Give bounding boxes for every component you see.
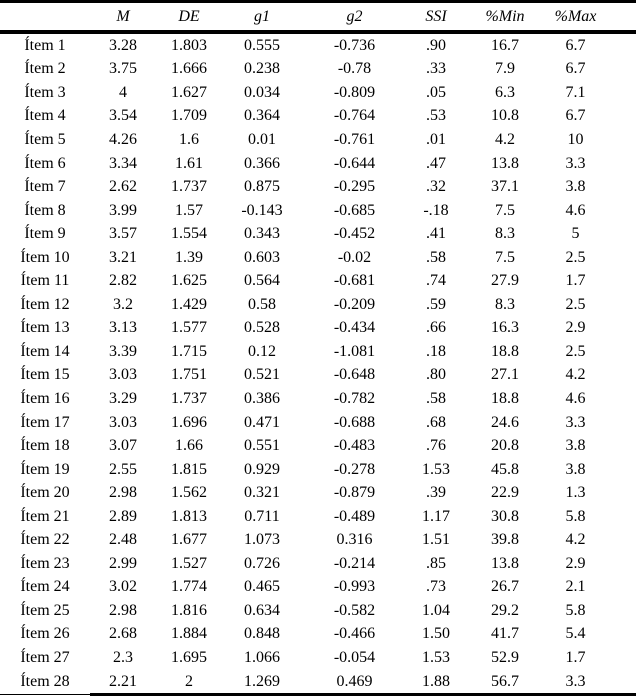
- cell: 0.366: [244, 154, 280, 172]
- row-label: Ítem 9: [24, 225, 66, 243]
- cell: 56.7: [465, 670, 545, 695]
- cell: 3.03: [109, 413, 137, 431]
- cell: 0.321: [244, 484, 280, 502]
- cell: 0.58: [248, 295, 276, 313]
- cell: -0.209: [333, 295, 376, 313]
- cell: 1.066: [244, 648, 280, 666]
- table-row: [0, 599, 636, 623]
- cell: 2.3: [113, 648, 133, 666]
- cell: 0.471: [244, 413, 280, 431]
- cell: 1.51: [422, 531, 450, 549]
- table-row: [0, 364, 636, 388]
- cell: 5: [571, 225, 580, 243]
- cell: .05: [426, 83, 446, 101]
- cell: 1.53: [422, 648, 450, 666]
- cell: 0.848: [244, 625, 280, 643]
- table-row: [0, 434, 636, 458]
- row-label: Ítem 28: [0, 670, 90, 695]
- cell: 3.3: [565, 154, 586, 172]
- header-row: [0, 2, 636, 33]
- cell: 2.9: [565, 319, 586, 337]
- row-label: Ítem 8: [24, 201, 66, 219]
- row-label: Ítem 2: [24, 60, 66, 78]
- cell: 0.564: [244, 272, 280, 290]
- cell: 1.737: [171, 178, 207, 196]
- cell: 1.577: [171, 319, 207, 337]
- cell: -0.452: [333, 225, 376, 243]
- cell: 29.2: [491, 601, 519, 619]
- cell: 24.6: [491, 413, 519, 431]
- cell: 3.13: [109, 319, 137, 337]
- cell: 1.816: [171, 601, 207, 619]
- table-row: [0, 222, 636, 246]
- table-row: [0, 317, 636, 341]
- cell: -0.483: [333, 437, 376, 455]
- cell: 0.711: [244, 507, 280, 525]
- cell: 52.9: [491, 648, 519, 666]
- row-label: Ítem 14: [20, 342, 70, 360]
- cell: 18.8: [491, 342, 519, 360]
- cell: 1.884: [171, 625, 207, 643]
- cell: 1.3: [565, 484, 586, 502]
- cell: 30.8: [491, 507, 519, 525]
- cell: 1.04: [422, 601, 450, 619]
- cell: 1.7: [565, 272, 586, 290]
- table-row: [0, 340, 636, 364]
- cell: 3.3: [565, 413, 586, 431]
- cell: 7.5: [495, 201, 515, 219]
- cell: 1.666: [171, 60, 207, 78]
- cell: 7.1: [565, 83, 586, 101]
- cell: 3.02: [109, 578, 137, 596]
- table-row: [0, 411, 636, 435]
- cell: 0.521: [244, 366, 280, 384]
- cell: 5.8: [565, 601, 586, 619]
- cell: .74: [426, 272, 446, 290]
- header-mean: M: [90, 2, 156, 33]
- cell: 6.7: [565, 60, 586, 78]
- cell: -0.993: [333, 578, 376, 596]
- table-row: [0, 128, 636, 152]
- table-row: [0, 293, 636, 317]
- cell: 2.5: [565, 342, 586, 360]
- cell: 5.4: [565, 625, 586, 643]
- table-row: [0, 458, 636, 482]
- cell: 20.8: [491, 437, 519, 455]
- table-row: [0, 552, 636, 576]
- cell: 3.54: [109, 107, 137, 125]
- cell: 1.17: [422, 507, 450, 525]
- cell: 0.726: [244, 554, 280, 572]
- cell: -.18: [423, 201, 449, 219]
- cell: 1.695: [171, 648, 207, 666]
- cell: 1.737: [171, 389, 207, 407]
- cell: 6.7: [565, 107, 586, 125]
- cell: 16.3: [491, 319, 519, 337]
- cell: 1.625: [171, 272, 207, 290]
- cell: 2.1: [565, 578, 586, 596]
- cell: 0.343: [244, 225, 280, 243]
- cell: -0.295: [333, 178, 376, 196]
- cell: -0.782: [333, 389, 376, 407]
- cell: 2.68: [109, 625, 137, 643]
- cell: -0.764: [333, 107, 376, 125]
- cell: .59: [426, 295, 446, 313]
- cell: 1.39: [175, 248, 203, 266]
- cell: 1.815: [171, 460, 207, 478]
- cell: 4.6: [565, 389, 586, 407]
- header-kurtosis: g2: [302, 2, 407, 33]
- row-label: Ítem 20: [20, 484, 70, 502]
- header-skewness: g1: [222, 2, 302, 33]
- cell: -0.582: [333, 601, 376, 619]
- cell: 1.61: [175, 154, 203, 172]
- cell: .76: [426, 437, 446, 455]
- cell: 1.803: [171, 36, 207, 54]
- row-label: Ítem 15: [20, 366, 70, 384]
- row-label: Ítem 23: [20, 554, 70, 572]
- cell: 0.01: [248, 130, 276, 148]
- cell: -0.434: [333, 319, 376, 337]
- row-label: Ítem 17: [20, 413, 70, 431]
- cell: 0.034: [244, 83, 280, 101]
- cell: 0.875: [244, 178, 280, 196]
- cell: .58: [426, 389, 446, 407]
- table-row: [0, 105, 636, 129]
- cell: 1.269: [222, 670, 302, 695]
- cell: 2: [156, 670, 222, 695]
- cell: 10.8: [491, 107, 519, 125]
- cell: 27.1: [491, 366, 519, 384]
- row-label: Ítem 27: [20, 648, 70, 666]
- cell: .85: [426, 554, 446, 572]
- cell: 8.3: [495, 295, 515, 313]
- cell: 1.7: [565, 648, 586, 666]
- cell: -0.054: [333, 648, 376, 666]
- cell: .01: [426, 130, 446, 148]
- table-header: [0, 2, 636, 33]
- cell: 7.5: [495, 248, 515, 266]
- cell: 1.696: [171, 413, 207, 431]
- cell: 0.465: [244, 578, 280, 596]
- cell: .68: [426, 413, 446, 431]
- cell: 1.429: [171, 295, 207, 313]
- cell: 3.75: [109, 60, 137, 78]
- header-pct-max: %Max: [545, 2, 636, 33]
- cell: 0.603: [244, 248, 280, 266]
- cell: 3.03: [109, 366, 137, 384]
- cell: -0.688: [333, 413, 376, 431]
- cell: 3.2: [113, 295, 133, 313]
- cell: .66: [426, 319, 446, 337]
- cell: -0.78: [337, 60, 372, 78]
- cell: 2.99: [109, 554, 137, 572]
- cell: 8.3: [495, 225, 515, 243]
- cell: 0.316: [336, 531, 373, 549]
- cell: 1.709: [171, 107, 207, 125]
- table-row: [0, 32, 636, 58]
- cell: 3.8: [565, 460, 586, 478]
- cell: 0.551: [244, 437, 280, 455]
- cell: 3.07: [109, 437, 137, 455]
- cell: .58: [426, 248, 446, 266]
- table-row: [0, 646, 636, 670]
- cell: 1.677: [171, 531, 207, 549]
- cell: -0.02: [337, 248, 372, 266]
- cell: 3.8: [565, 178, 586, 196]
- cell: 5.8: [565, 507, 586, 525]
- cell: -0.761: [333, 130, 376, 148]
- table-row: [0, 528, 636, 552]
- cell: 0.238: [244, 60, 280, 78]
- cell: 4.2: [565, 366, 586, 384]
- cell: -0.879: [333, 484, 376, 502]
- table-row: [0, 387, 636, 411]
- cell: -0.489: [333, 507, 376, 525]
- cell: 1.073: [244, 531, 280, 549]
- cell: 1.774: [171, 578, 207, 596]
- cell: 0.12: [248, 342, 276, 360]
- cell: 13.8: [491, 154, 519, 172]
- cell: 1.527: [171, 554, 207, 572]
- table-row: [0, 175, 636, 199]
- cell: 1.6: [179, 130, 199, 148]
- cell: .39: [426, 484, 446, 502]
- cell: .80: [426, 366, 446, 384]
- cell: 3.57: [109, 225, 137, 243]
- row-label: Ítem 11: [20, 272, 70, 290]
- row-label: Ítem 26: [20, 625, 70, 643]
- row-label: Ítem 5: [24, 130, 66, 148]
- cell: 4: [119, 83, 127, 101]
- cell: 4.6: [565, 201, 586, 219]
- cell: 0.929: [244, 460, 280, 478]
- cell: -0.685: [333, 201, 376, 219]
- cell: .33: [426, 60, 446, 78]
- cell: -0.214: [333, 554, 376, 572]
- row-label: Ítem 16: [20, 389, 70, 407]
- cell: 1.627: [171, 83, 207, 101]
- cell: 26.7: [491, 578, 519, 596]
- cell: 0.528: [244, 319, 280, 337]
- table-row: [0, 58, 636, 82]
- table-row: [0, 481, 636, 505]
- cell: .90: [426, 36, 446, 54]
- cell: 1.88: [407, 670, 465, 695]
- cell: 2.5: [565, 248, 586, 266]
- cell: .73: [426, 578, 446, 596]
- cell: .53: [426, 107, 446, 125]
- cell: -0.278: [333, 460, 376, 478]
- cell: -0.466: [333, 625, 376, 643]
- cell: 4.2: [495, 130, 515, 148]
- cell: -0.644: [333, 154, 376, 172]
- cell: 3.34: [109, 154, 137, 172]
- cell: .18: [426, 342, 446, 360]
- cell: 1.53: [422, 460, 450, 478]
- cell: 3.3: [545, 670, 636, 695]
- cell: 1.751: [171, 366, 207, 384]
- cell: 4.26: [109, 130, 137, 148]
- cell: -0.143: [241, 201, 283, 219]
- cell: 41.7: [491, 625, 519, 643]
- row-label: Ítem 24: [20, 578, 70, 596]
- row-label: Ítem 13: [20, 319, 70, 337]
- cell: 2.62: [109, 178, 137, 196]
- table-row: [0, 269, 636, 293]
- cell: 2.48: [109, 531, 137, 549]
- row-label: Ítem 10: [20, 248, 70, 266]
- table-row: [0, 246, 636, 270]
- row-label: Ítem 21: [20, 507, 70, 525]
- cell: 39.8: [491, 531, 519, 549]
- cell: .47: [426, 154, 446, 172]
- row-label: Ítem 4: [24, 107, 66, 125]
- cell: 0.386: [244, 389, 280, 407]
- cell: -0.809: [333, 83, 376, 101]
- cell: 2.21: [90, 670, 156, 695]
- cell: 1.813: [171, 507, 207, 525]
- cell: 0.634: [244, 601, 280, 619]
- row-label: Ítem 19: [20, 460, 70, 478]
- cell: -0.736: [333, 36, 376, 54]
- cell: .32: [426, 178, 446, 196]
- cell: 2.9: [565, 554, 586, 572]
- cell: 1.562: [171, 484, 207, 502]
- table-row: [0, 505, 636, 529]
- table-row: [0, 199, 636, 223]
- row-label: Ítem 18: [20, 437, 70, 455]
- cell: 2.98: [109, 601, 137, 619]
- cell: -0.681: [333, 272, 376, 290]
- row-label: Ítem 25: [20, 601, 70, 619]
- cell: 2.89: [109, 507, 137, 525]
- header-sd: DE: [156, 2, 222, 33]
- cell: 27.9: [491, 272, 519, 290]
- cell: 0.555: [244, 36, 280, 54]
- row-label: Ítem 3: [24, 83, 66, 101]
- cell: -1.081: [333, 342, 376, 360]
- cell: 1.554: [171, 225, 207, 243]
- table-body: [0, 32, 636, 695]
- row-label: Ítem 7: [24, 178, 66, 196]
- cell: 18.8: [491, 389, 519, 407]
- cell: 3.8: [565, 437, 586, 455]
- table-row: [0, 152, 636, 176]
- cell: 10: [567, 130, 584, 148]
- cell: 4.2: [565, 531, 586, 549]
- cell: 3.39: [109, 342, 137, 360]
- cell: 2.98: [109, 484, 137, 502]
- cell: 0.364: [244, 107, 280, 125]
- cell: 1.715: [171, 342, 207, 360]
- cell: 3.21: [109, 248, 137, 266]
- cell: 16.7: [491, 36, 519, 54]
- cell: 13.8: [491, 554, 519, 572]
- row-label: Ítem 12: [20, 295, 70, 313]
- table-row: [0, 670, 636, 695]
- row-label: Ítem 6: [24, 154, 66, 172]
- table-row: [0, 81, 636, 105]
- cell: 2.5: [565, 295, 586, 313]
- table-row: [0, 576, 636, 600]
- cell: -0.648: [333, 366, 376, 384]
- cell: 2.55: [109, 460, 137, 478]
- cell: 1.57: [175, 201, 203, 219]
- cell: 37.1: [491, 178, 519, 196]
- header-item-blank: [0, 2, 90, 33]
- cell: 6.3: [495, 83, 515, 101]
- row-label: Ítem 22: [20, 531, 70, 549]
- header-pct-min: %Min: [465, 2, 545, 33]
- cell: 7.9: [495, 60, 515, 78]
- cell: 3.28: [109, 36, 137, 54]
- cell: 1.66: [175, 437, 203, 455]
- cell: 45.8: [491, 460, 519, 478]
- cell: 3.29: [109, 389, 137, 407]
- cell: 22.9: [491, 484, 519, 502]
- cell: 2.82: [109, 272, 137, 290]
- cell: 0.469: [302, 670, 407, 695]
- cell: 1.50: [422, 625, 450, 643]
- table-row: [0, 623, 636, 647]
- row-label: Ítem 1: [24, 36, 66, 54]
- header-ssi: SSI: [407, 2, 465, 33]
- cell: 3.99: [109, 201, 137, 219]
- cell: 6.7: [565, 36, 586, 54]
- cell: .41: [426, 225, 446, 243]
